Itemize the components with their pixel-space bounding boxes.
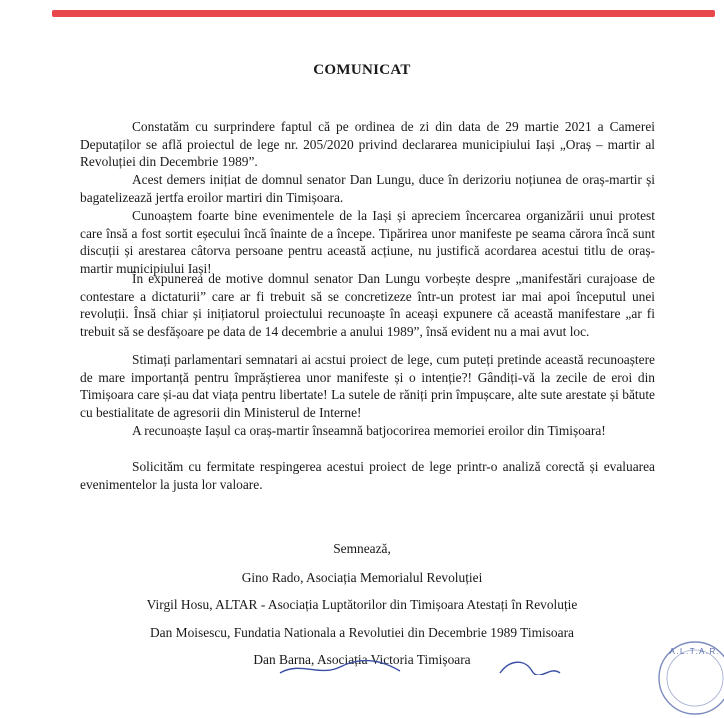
signatory-line-3: Dan Moisescu, Fundatia Nationala a Revolutiei din Decembrie 1989 Timisoara bbox=[150, 625, 574, 640]
stamp-text: A.L.T.A.R. bbox=[669, 647, 721, 656]
paragraph-6: A recunoaște Iașul ca oraș-martir înseamnă batjocorirea memoriei eroilor din Timișoara! bbox=[132, 423, 606, 438]
paragraph-4: În expunerea de motive domnul senator Dan Lungu vorbește despre „manifestări curajoase de contestare a dictaturii” care ar fi trebuit să se concretizeze într-un protest iar mai apoi începutul unei revoluții. Însă chiar și inițiatorul proiectului recunoaște în aceași expunere că această manifestare „ar fi trebuit să se desfășoare pe data de 14 decembrie a anului 1989”, însă evident nu a mai avut loc. bbox=[80, 271, 655, 339]
altar-stamp bbox=[655, 638, 724, 718]
paragraph-2: Acest demers inițiat de domnul senator Dan Lungu, duce în derizoriu noțiunea de oraș-martir și bagatelizează jertfa eroilor martiri din Timișoara. bbox=[80, 172, 655, 205]
header-red-bar bbox=[52, 10, 715, 17]
document-title: COMUNICAT bbox=[313, 62, 411, 78]
paragraph-3: Cunoaștem foarte bine evenimentele de la Iași și apreciem încercarea organizării unui protest care însă a fost sortit eșecului încă înainte de a începe. Tipărirea unor manifeste pe seama cărora încă sunt discuții și arestarea câtorva persoane pentru această acțiune, nu justifică acordarea acestui titlu de oraș-martir municipiului Iași! bbox=[80, 208, 655, 276]
signatory-line-4: Dan Barna, Asociația Victoria Timișoara bbox=[253, 652, 471, 667]
signatory-line-1: Gino Rado, Asociația Memorialul Revoluției bbox=[241, 570, 483, 585]
signatory-line-2: Virgil Hosu, ALTAR - Asociația Luptătorilor din Timișoara Atestați în Revoluție bbox=[146, 597, 578, 612]
signature-heading: Semnează, bbox=[333, 541, 391, 556]
paragraph-7: Solicităm cu fermitate respingerea acestui proiect de lege printr-o analiză corectă și evaluarea evenimentelor la justa lor valoare. bbox=[80, 459, 655, 492]
handwritten-signature bbox=[270, 655, 690, 675]
paragraph-1: Constatăm cu surprindere faptul că pe ordinea de zi din data de 29 martie 2021 a Camerei Deputaților se află proiectul de lege nr. 205/2020 privind declararea municipiului Iași „Oraș – martir al Revoluției din Decembrie 1989”. bbox=[80, 119, 655, 170]
paragraph-5: Stimați parlamentari semnatari ai acstui proiect de lege, cum puteți pretinde această recunoaștere de mare importanță pentru împrăștierea unor manifeste și o intenție?! Gândiți-vă la zecile de eroi din Timișoara care și-au dat viața pentru libertate! La sutele de răniți prin împușcare, alte sute arestate și bătute cu bestialitate de agresorii din Ministerul de Interne! bbox=[80, 352, 655, 420]
